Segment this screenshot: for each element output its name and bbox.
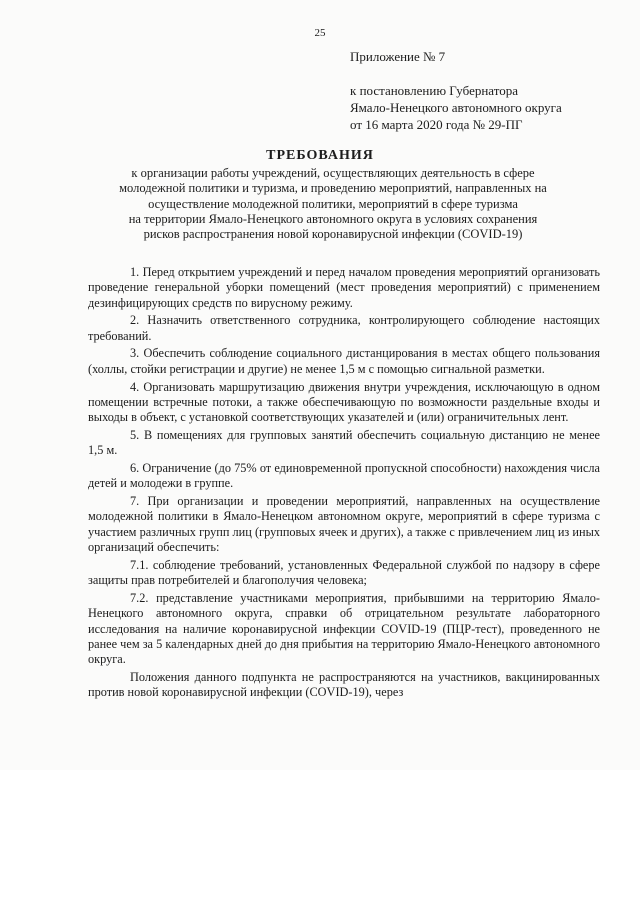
document-body xyxy=(88,265,600,703)
paragraph-7: 7. При организации и проведении мероприятий, направленных на осуществление молодежной политики в Ямало-Ненецком автономном округе, мероприятий в сфере туризма с участием различных групп лиц (групповых ячеек и других), а также с привлечением лиц из иных организаций обеспечить: xyxy=(88,494,600,555)
page-number: 25 xyxy=(314,27,326,39)
appendix-header xyxy=(350,48,562,133)
paragraph-4: 4. Организовать маршрутизацию движения внутри учреждения, исключающую в одном помещении встречные потоки, а также обеспечивающую по возможности раздельные входы и выходы в объект, с установкой соответствующих указателей и (или) ограничительных лент. xyxy=(88,379,600,425)
appendix-number: Приложение № 7 xyxy=(350,49,446,64)
document-title: ТРЕБОВАНИЯ xyxy=(266,148,374,163)
subtitle-line: к организации работы учреждений, осуществляющих деятельность в сфере xyxy=(131,166,535,180)
subtitle-line: осуществление молодежной политики, мероприятий в сфере туризма xyxy=(148,196,518,211)
subtitle-line: на территории Ямало-Ненецкого автономного округа в условиях сохранения xyxy=(128,211,538,226)
subtitle-line: рисков распространения новой коронавирусной инфекции (COVID-19) xyxy=(143,227,523,242)
paragraph-2: 2. Назначить ответственного сотрудника, контролирующего соблюдение настоящих требований. xyxy=(88,313,600,343)
paragraph-5: 5. В помещениях для групповых занятий обеспечить социальную дистанцию не менее 1,5 м. xyxy=(88,427,600,458)
paragraph-7-2: 7.2. представление участниками мероприятия, прибывшими на территорию Ямало-Ненецкого автономного округа, справки об отрицательном результате лабораторного исследования на наличие коронавирусной инфекции COVID-19 (ПЦР-тест), проведенного не ранее чем за 5 календарных дней до дня прибытия на территорию Ямало-Ненецкого автономного округа. xyxy=(88,590,600,667)
blank-margin xyxy=(0,770,640,905)
subtitle-line: молодежной политики и туризма, и проведению мероприятий, направленных на xyxy=(119,181,547,196)
paragraph-7-2-note: Положения данного подпункта не распространяются на участников, вакцинированных против новой коронавирусной инфекции (COVID-19), через xyxy=(88,669,600,700)
appendix-date: от 16 марта 2020 года № 29-ПГ xyxy=(350,117,523,132)
paragraph-1: 1. Перед открытием учреждений и перед началом проведения мероприятий организовать проведение генеральной уборки помещений (мест проведения мероприятий) с применением дезинфицирующих средств по вирусному режиму. xyxy=(88,265,600,310)
paragraph-3: 3. Обеспечить соблюдение социального дистанцирования в местах общего пользования (холлы, стойки регистрации и другие) не менее 1,5 м с помощью сигнальной разметки. xyxy=(88,346,600,376)
appendix-reference: к постановлению Губернатора xyxy=(350,83,519,98)
paragraph-6: 6. Ограничение (до 75% от единовременной пропускной способности) нахождения числа детей и молодежи в группе. xyxy=(88,461,600,491)
paragraph-7-1: 7.1. соблюдение требований, установленных Федеральной службой по надзору в сфере защиты прав потребителей и благополучия человека; xyxy=(88,557,600,588)
appendix-region: Ямало-Ненецкого автономного округа xyxy=(350,100,562,115)
document-subtitle xyxy=(58,166,608,242)
